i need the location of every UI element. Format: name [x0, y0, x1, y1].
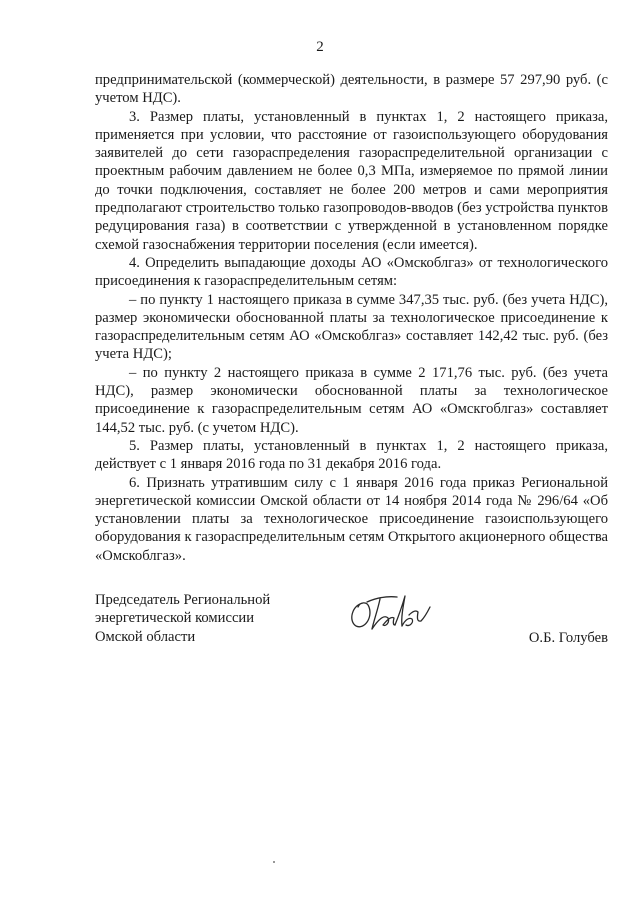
- signatory-title-line: энергетической комиссии: [95, 610, 255, 627]
- paragraph-item-6: 6. Признать утратившим силу с 1 января 2016 года приказ Региональной энергетической комиссии Омской области от 14 ноября 2014 года № 296/64 «Об установлении платы за технологическое присоединение газоиспользующего оборудования к газораспределительным сетям Открытого акционерного общества «Омскоблгаз».: [95, 474, 608, 564]
- signatory-name: О.Б. Голубев: [528, 630, 608, 646]
- signatory-title-line: Председатель Региональной: [95, 592, 271, 608]
- scan-speck: [273, 861, 275, 863]
- paragraph-item-4-point-1: – по пункту 1 настоящего приказа в сумме 347,35 тыс. руб. (без учета НДС), размер экономически обоснованной платы за технологическое присоединение к газораспределительным сетям АО «Омскоблгаз» составляет 142,42 тыс. руб. (без учета НДС);: [95, 291, 608, 363]
- handwritten-signature: [343, 587, 443, 637]
- paragraph-continuation: предпринимательской (коммерческой) деятельности, в размере 57 297,90 руб. (с учетом НДС).: [95, 72, 608, 107]
- signatory-title-line: Омской области: [95, 628, 196, 645]
- page-number: 2: [316, 39, 324, 55]
- signatory-title: [95, 591, 335, 646]
- signature-block: [95, 591, 608, 651]
- paragraph-item-4-point-2: – по пункту 2 настоящего приказа в сумме 2 171,76 тыс. руб. (без учета НДС), размер экономически обоснованной платы за технологическое присоединение к газораспределительным сетям АО «Омскгоблгаз» составляет 144,52 тыс. руб. (с учетом НДС).: [95, 364, 608, 436]
- document-body: [95, 71, 608, 565]
- paragraph-item-4: 4. Определить выпадающие доходы АО «Омскоблгаз» от технологического присоединения к газораспределительным сетям:: [95, 254, 608, 290]
- paragraph-item-5: 5. Размер платы, установленный в пунктах 1, 2 настоящего приказа, действует с 1 января 2016 года по 31 декабря 2016 года.: [95, 437, 608, 473]
- paragraph-item-3: 3. Размер платы, установленный в пунктах 1, 2 настоящего приказа, применяется при условии, что расстояние от газоиспользующего оборудования заявителей до сети газораспределения газораспределительной организации с проектным рабочим давлением не более 0,3 МПа, измеряемое по прямой линии до точки подключения, составляет не более 200 метров и сами мероприятия предполагают строительство только газопроводов-вводов (без устройства пунктов редуцирования газа) в соответствии с утвержденной в установленном порядке схемой газоснабжения территории поселения (если имеется).: [95, 108, 608, 253]
